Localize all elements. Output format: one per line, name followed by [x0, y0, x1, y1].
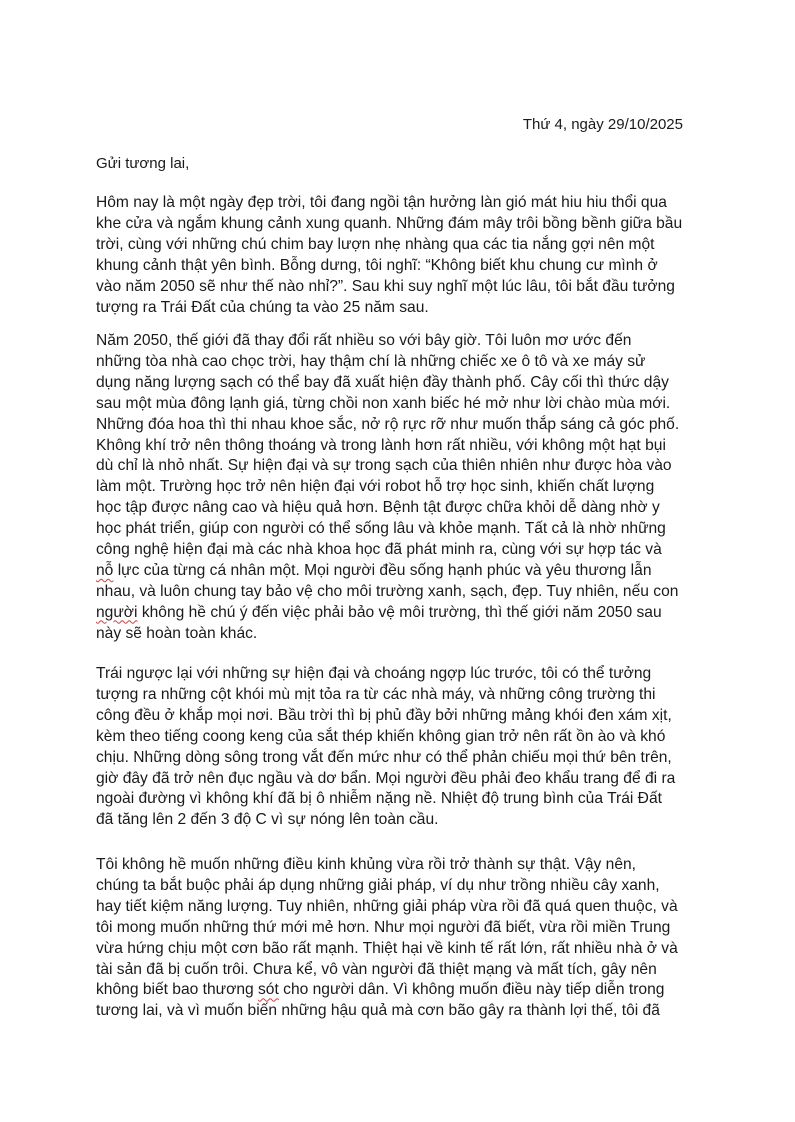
paragraph-line: học phát triển, giúp con người có thể sống lâu và khỏe mạnh. Tất cả là nhờ những [96, 520, 666, 538]
paragraph-line: vừa hứng chịu một cơn bão rất mạnh. Thiệt hại về kinh tế rất lớn, rất nhiều nhà ở và [96, 939, 678, 957]
paragraph-line: chịu. Những dòng sông trong vắt đến mức như có thể phản chiếu mọi thứ bên trên, [96, 748, 672, 766]
paragraph-line: tài sản đã bị cuốn trôi. Chưa kể, vô vàn người đã thiệt mạng và mất tích, gây nên [96, 960, 657, 978]
paragraph-line: dù chỉ là nhỏ nhất. Sự hiện đại và sự trong sạch của thiên nhiên như được hòa vào [96, 457, 672, 475]
paragraph-line: Trái ngược lại với những sự hiện đại và choáng ngợp lúc trước, tôi có thể tưởng [96, 665, 652, 682]
paragraph-line: công nghệ hiện đại mà các nhà khoa học đã phát minh ra, cùng với sự hợp tác và [96, 541, 662, 558]
letter-date: Thứ 4, ngày 29/10/2025 [522, 116, 683, 133]
paragraph-line: tương lai, và vì muốn biến những hậu quả mà cơn bão gây ra thành lợi thế, tôi đã [96, 1002, 660, 1020]
paragraph-line: học tập được nâng cao và hiệu quả hơn. Bệnh tật được chữa khỏi dễ dàng nhờ y [96, 499, 660, 517]
paragraph-line: Những đóa hoa thì thi nhau khoe sắc, nở rộ rực rỡ như muốn thắp sáng cả góc phố. [96, 415, 680, 433]
paragraph-line: nhau, và luôn chung tay bảo vệ cho môi trường xanh, sạch, đẹp. Tuy nhiên, nếu con [96, 582, 679, 600]
paragraph-line: công đều ở khắp mọi nơi. Bầu trời thì bị phủ đầy bởi những mảng khói đen xám xịt, [96, 706, 672, 724]
paragraph-line: tượng ra Trái Đất của chúng ta vào 25 năm sau. [96, 298, 429, 316]
paragraph-line: nỗ lực của từng cá nhân một. Mọi người đều sống hạnh phúc và yêu thương lẫn [96, 561, 652, 579]
paragraph-line: Tôi không hề muốn những điều kinh khủng vừa rồi trở thành sự thật. Vậy nên, [96, 856, 637, 873]
paragraph-line: Không khí trở nên thông thoáng và trong lành hơn rất nhiều, với không một hạt bụi [96, 436, 666, 454]
paragraph-line: Năm 2050, thế giới đã thay đổi rất nhiều so với bây giờ. Tôi luôn mơ ước đến [96, 332, 632, 349]
paragraph-line: vào năm 2050 sẽ như thế nào nhỉ?”. Sau khi suy nghĩ một lúc lâu, tôi bắt đầu tưởng [96, 277, 675, 295]
paragraph-line: Hôm nay là một ngày đẹp trời, tôi đang ngồi tận hưởng làn gió mát hiu hiu thổi qua [96, 194, 667, 211]
paragraph-line: sau một mùa đông lạnh giá, từng chồi non xanh biếc hé mở như lời chào mùa mới. [96, 394, 671, 412]
paragraph-line: không biết bao thương sót cho người dân. Vì không muốn điều này tiếp diễn trong [96, 981, 665, 999]
paragraph-line: hay tiết kiệm năng lượng. Tuy nhiên, những giải pháp vừa rồi đã quá quen thuộc, và [96, 897, 678, 915]
paragraph-line: những tòa nhà cao chọc trời, hay thậm chí là những chiếc xe ô tô và xe máy sử [96, 352, 646, 370]
paragraph-line: đã tăng lên 2 đến 3 độ C vì sự nóng lên toàn cầu. [96, 811, 439, 829]
paragraph-line: tôi mong muốn những thứ mới mẻ hơn. Như mọi người đã biết, vừa rồi miền Trung [96, 918, 671, 936]
paragraph-line: người không hề chú ý đến việc phải bảo vệ môi trường, thì thế giới năm 2050 sau [96, 603, 662, 621]
paragraph-line: kèm theo tiếng coong keng của sắt thép khiến không gian trở nên rất ồn ào và khó [96, 727, 666, 745]
paragraph-line: dụng năng lượng sạch có thể bay đã xuất hiện đầy thành phố. Cây cối thì thức dậy [96, 373, 669, 391]
paragraph-line: làm một. Trường học trở nên hiện đại với robot hỗ trợ học sinh, khiến chất lượng [96, 478, 655, 496]
spellcheck-mark: người [96, 603, 138, 621]
paragraph-line: khung cảnh thật yên bình. Bỗng dưng, tôi nghĩ: “Không biết khu chung cư mình ở [96, 256, 658, 274]
paragraph-line: giờ đây đã trở nên đục ngầu và dơ bẩn. Mọi người đều phải đeo khẩu trang để đi ra [96, 769, 676, 787]
letter-salutation: Gửi tương lai, [96, 155, 190, 172]
spellcheck-mark: sót [258, 981, 279, 999]
paragraph-line: ngoài đường vì không khí đã bị ô nhiễm nặng nề. Nhiệt độ trung bình của Trái Đất [96, 790, 662, 808]
paragraph-line: khe cửa và ngắm khung cảnh xung quanh. Những đám mây trôi bồng bềnh giữa bầu [96, 214, 683, 232]
paragraph-line: tượng ra những cột khói mù mịt tỏa ra từ các nhà máy, và những công trường thi [96, 685, 656, 703]
paragraph-line: chúng ta bắt buộc phải áp dụng những giải pháp, ví dụ như trồng nhiều cây xanh, [96, 876, 660, 894]
paragraph-line: này sẽ hoàn toàn khác. [96, 624, 258, 642]
paragraph-line: trời, cùng với những chú chim bay lượn nhẹ nhàng qua các tia nắng gợi nên một [96, 235, 655, 253]
spellcheck-mark: nỗ [96, 561, 114, 579]
